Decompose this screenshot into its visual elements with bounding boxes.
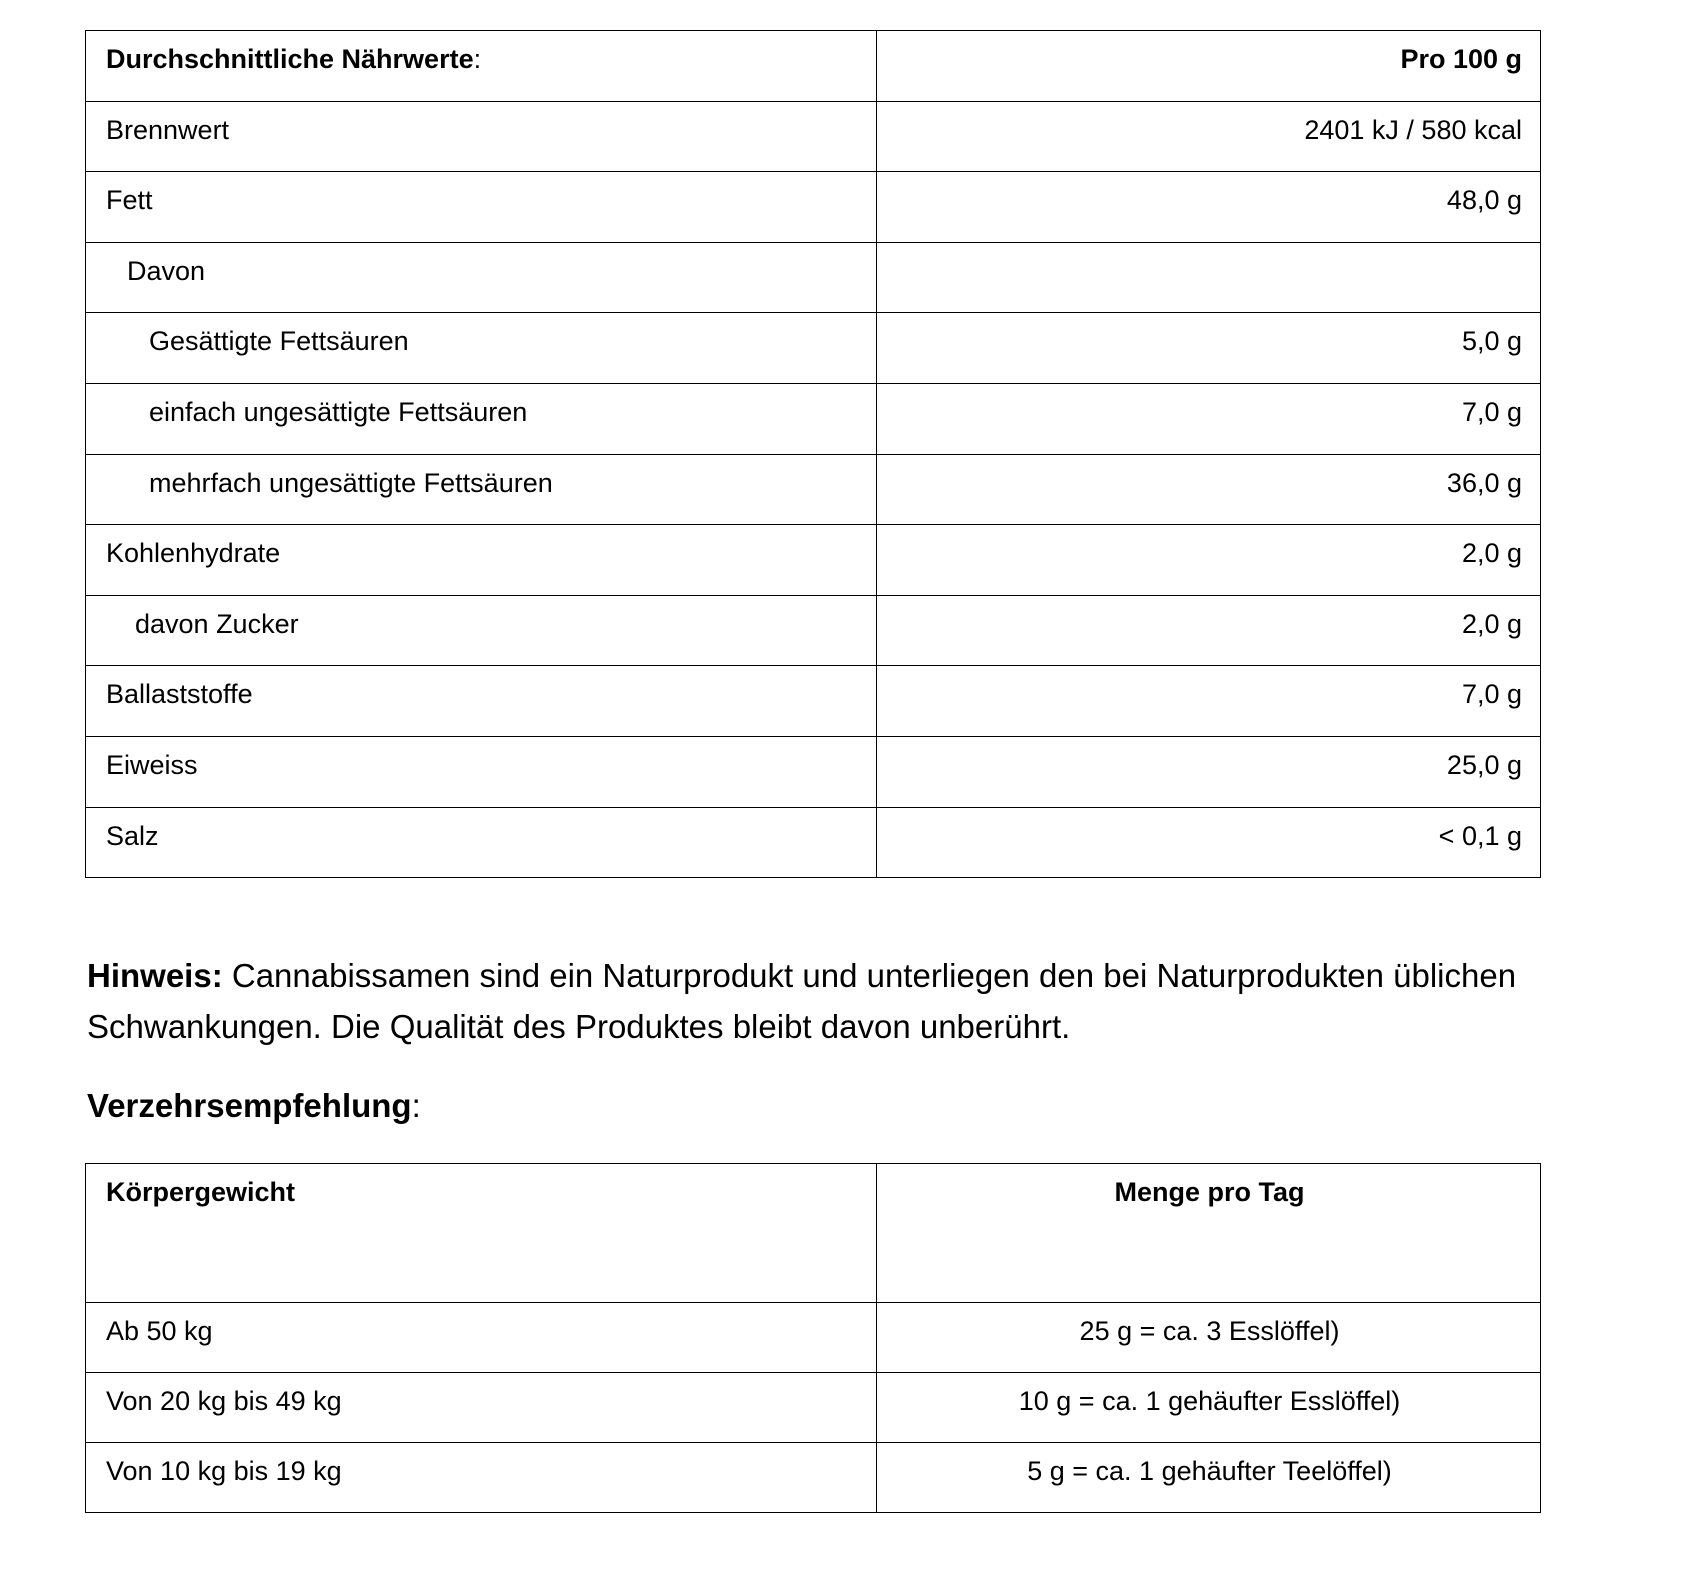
nutrition-header-colon: : xyxy=(473,44,482,74)
table-row xyxy=(86,595,1541,666)
note-text: Cannabissamen sind ein Naturprodukt und unterliegen den bei Naturprodukten üblichen Schwankungen. Die Qualität des Produktes bleibt davon unberührt. xyxy=(87,957,1517,1045)
nutrient-value: 7,0 g xyxy=(877,666,1541,737)
recommendation-heading-colon: : xyxy=(411,1087,421,1124)
nutrient-value: 2401 kJ / 580 kcal xyxy=(877,101,1541,172)
table-row xyxy=(86,736,1541,807)
nutrient-label: davon Zucker xyxy=(86,595,877,666)
dosage-amount: 10 g = ca. 1 gehäufter Esslöffel) xyxy=(877,1373,1541,1443)
table-row xyxy=(86,1303,1541,1373)
recommendation-heading-text: Verzehrsempfehlung xyxy=(87,1087,412,1124)
table-row xyxy=(86,172,1541,243)
nutrient-value: 2,0 g xyxy=(877,525,1541,596)
note-label: Hinweis: xyxy=(87,957,223,994)
table-row xyxy=(86,1373,1541,1443)
table-header-row xyxy=(86,1164,1541,1303)
nutrient-value: 5,0 g xyxy=(877,313,1541,384)
nutrition-table xyxy=(85,30,1541,878)
nutrient-label: Brennwert xyxy=(86,101,877,172)
nutrient-label: Eiweiss xyxy=(86,736,877,807)
table-row xyxy=(86,313,1541,384)
note-paragraph xyxy=(87,950,1667,1052)
table-row xyxy=(86,525,1541,596)
dosage-table xyxy=(85,1163,1541,1513)
nutrient-label: Ballaststoffe xyxy=(86,666,877,737)
nutrient-value: 25,0 g xyxy=(877,736,1541,807)
dosage-header-amount: Menge pro Tag xyxy=(877,1164,1541,1303)
table-row xyxy=(86,454,1541,525)
nutrient-label: Fett xyxy=(86,172,877,243)
nutrient-label: Kohlenhydrate xyxy=(86,525,877,596)
recommendation-heading xyxy=(87,1084,421,1128)
nutrient-value xyxy=(877,242,1541,313)
nutrient-value: < 0,1 g xyxy=(877,807,1541,878)
table-row xyxy=(86,807,1541,878)
nutrition-header-label-cell xyxy=(86,31,877,102)
nutrient-value: 48,0 g xyxy=(877,172,1541,243)
dosage-weight: Von 10 kg bis 19 kg xyxy=(86,1443,877,1513)
dosage-amount: 25 g = ca. 3 Esslöffel) xyxy=(877,1303,1541,1373)
table-row xyxy=(86,101,1541,172)
nutrient-label: Davon xyxy=(86,242,877,313)
nutrient-label: einfach ungesättigte Fettsäuren xyxy=(86,383,877,454)
table-row xyxy=(86,242,1541,313)
nutrient-label: Salz xyxy=(86,807,877,878)
dosage-weight: Ab 50 kg xyxy=(86,1303,877,1373)
nutrient-label: Gesättigte Fettsäuren xyxy=(86,313,877,384)
nutrient-value: 7,0 g xyxy=(877,383,1541,454)
table-row xyxy=(86,666,1541,737)
nutrition-header-label: Durchschnittliche Nährwerte xyxy=(106,44,474,74)
table-header-row xyxy=(86,31,1541,102)
nutrient-value: 36,0 g xyxy=(877,454,1541,525)
dosage-weight: Von 20 kg bis 49 kg xyxy=(86,1373,877,1443)
dosage-header-weight: Körpergewicht xyxy=(86,1164,877,1303)
table-row xyxy=(86,383,1541,454)
nutrient-label: mehrfach ungesättigte Fettsäuren xyxy=(86,454,877,525)
nutrition-header-value: Pro 100 g xyxy=(877,31,1541,102)
dosage-amount: 5 g = ca. 1 gehäufter Teelöffel) xyxy=(877,1443,1541,1513)
table-row xyxy=(86,1443,1541,1513)
nutrient-value: 2,0 g xyxy=(877,595,1541,666)
